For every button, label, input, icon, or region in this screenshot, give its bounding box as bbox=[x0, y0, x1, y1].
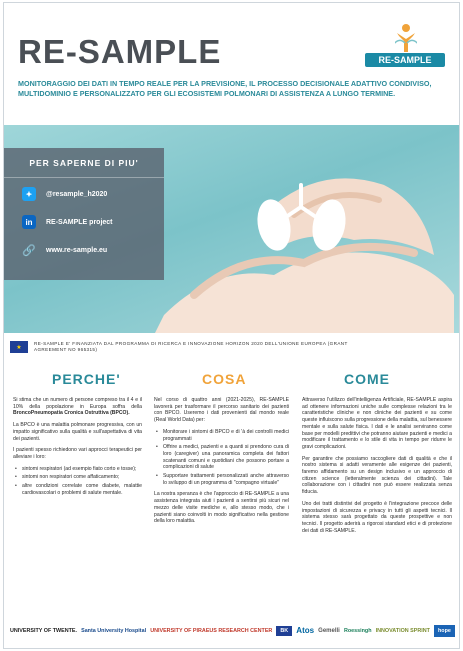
logo-badge: RE-SAMPLE bbox=[365, 53, 445, 67]
perche-heading: PERCHE' bbox=[52, 371, 121, 387]
eu-funding-strip bbox=[4, 333, 460, 361]
twitter-link[interactable] bbox=[4, 182, 164, 206]
link-icon: 🔗 bbox=[22, 244, 36, 257]
poster-page bbox=[3, 2, 460, 649]
partner-logo-atos: Atos bbox=[296, 626, 315, 635]
partner-logo-bk: BK bbox=[276, 626, 292, 636]
cosa-paragraph-1: Nel corso di quattro anni (2021-2025), RE-SAMPLE lavorerà per trasformare il percorso sanitario dei pazienti con BPCO. Useremo i dati provenienti dal mondo reale (Real World Data) per: bbox=[154, 397, 289, 424]
partner-logo-gemelli: Gemelli bbox=[318, 628, 340, 634]
partner-logo-santa: Santa University Hospital bbox=[81, 628, 147, 634]
info-box bbox=[4, 148, 164, 280]
cosa-paragraph-2: La nostra speranza è che l'approccio di RE-SAMPLE a una assistenza integrata aiuti i pazienti a sentirsi più sicuri nel mezzo delle visite mediche e, allo stesso modo, che i pazienti siano coinvolti in modo significativo nella gestione della loro malattia. bbox=[154, 491, 289, 525]
perche-p1-text: Si stima che un numero di persone compreso tra il 4 e il 10% della popolazione in Europa soffra della bbox=[13, 397, 142, 410]
come-paragraph-3: Uno dei tratti distintivi del progetto è l'integrazione precoce delle impostazioni di sicurezza e privacy in tutti gli aspetti tecnici. Il sistema stesso sarà progettato da queste prospettive e non tecnici. Il progetto aderirà a rigorosi standard etici e di protezione dei dati di RE-SAMPLE. bbox=[302, 500, 452, 534]
perche-paragraph-2: La BPCO è una malattia polmonare progressiva, con un impatto significativo sulla qualità e sull'aspettativa di vita dei pazienti. bbox=[13, 422, 142, 442]
partner-logo-twente: UNIVERSITY OF TWENTE. bbox=[10, 628, 77, 634]
website-label: www.re-sample.eu bbox=[46, 246, 108, 254]
person-icon bbox=[395, 23, 417, 53]
partner-logo-roessingh: Roessingh bbox=[343, 628, 372, 634]
partner-logo-innovation-sprint: INNOVATION SPRINT bbox=[375, 628, 430, 634]
page-title: RE-SAMPLE bbox=[18, 33, 222, 70]
list-item: • Monitorare i sintomi di BPCO e di 'à dei controlli medici programmati bbox=[154, 429, 289, 442]
list-item: • Supportare trattamenti personalizzati anche attraverso lo sviluppo di un programma di "compagno virtuale" bbox=[154, 473, 289, 486]
linkedin-link[interactable] bbox=[4, 210, 164, 234]
come-paragraph-1: Attraverso l'utilizzo dell'intelligenza Artificiale, RE-SAMPLE aspira ad ottenere informazioni uniche sulle complesse relazioni tra le caratteristiche cliniche e non cliniche dei pazienti e su come queste influiscono sulla progressione della malattia, sul benessere mentale e sulla salute fisica. I dati e le analisi serviranno come base per modelli predittivi che potranno aiutare pazienti e medici a modificare il trattamento e lo stile di vita in tempo per ridurre le gravi complicazioni. bbox=[302, 397, 452, 450]
cosa-bullet-list bbox=[154, 429, 289, 487]
twitter-icon: ✦ bbox=[22, 187, 36, 201]
partner-logo-hope: hope bbox=[434, 625, 455, 637]
eu-funding-text: RE-SAMPLE E' FINANZIATA DAL PROGRAMMA DI RICERCA E INNOVAZIONE HORIZON 2020 DELL'UNIONE EUROPEA (GRANT AGREEMENT NO 965315) bbox=[34, 341, 348, 352]
re-sample-logo bbox=[359, 21, 451, 75]
partner-logo-piraeus: UNIVERSITY OF PIRAEUS RESEARCH CENTER bbox=[150, 628, 273, 634]
cosa-column bbox=[154, 397, 289, 530]
website-link[interactable] bbox=[4, 238, 164, 262]
linkedin-label: RE-SAMPLE project bbox=[46, 218, 113, 226]
list-item: • altre condizioni correlate come diabete, malattie cardiovascolari o problemi di salute mentale. bbox=[13, 483, 142, 496]
info-heading: PER SAPERNE DI PIU' bbox=[4, 148, 164, 178]
list-item: • sintomi respiratori (ad esempio fiato corto e tosse); bbox=[13, 466, 142, 473]
list-item: • sintomi non respiratori come affaticamento; bbox=[13, 474, 142, 481]
twitter-label: @resample_h2020 bbox=[46, 190, 108, 198]
hands-lungs-illustration bbox=[154, 145, 454, 333]
come-heading: COME bbox=[344, 371, 390, 387]
partner-logos bbox=[4, 615, 460, 647]
perche-paragraph-3: I pazienti spesso richiedono vari approcci terapeutici per alleviare i loro: bbox=[13, 447, 142, 460]
perche-p1-bold: BroncoPneumopatia Cronica Ostruttiva (BPCO). bbox=[13, 410, 130, 417]
cosa-heading: COSA bbox=[202, 371, 247, 387]
come-column bbox=[302, 397, 452, 539]
page-subtitle: MONITORAGGIO DEI DATI IN TEMPO REALE PER LA PREVISIONE, IL PROCESSO DECISIONALE ADATTIVO CONDIVISO, MULTIDOMINIO E PERSONALIZZATO PER GLI ECOSISTEMI POLMONARI DI ASSISTENZA A LUNGO TERMINE. bbox=[18, 79, 432, 98]
linkedin-icon: in bbox=[22, 215, 36, 229]
list-item: • Offrire a medici, pazienti e a quanti si prendono cura di loro (caregiver) una panoramica completa dei fattori scatenanti comuni e quotidiani che possono portare a complicazioni di salute bbox=[154, 444, 289, 471]
eu-flag-icon: ★ bbox=[10, 341, 28, 353]
perche-column bbox=[13, 397, 142, 501]
come-paragraph-2: Per garantire che possiamo raccogliere dati di qualità e che il nostro sistema si adatti veramente alle esigenze dei pazienti, faremo affidamento su un design inclusivo e un approccio di citizen science (letteralmente scienza dei cittadini). Tale collaborazione con i cittadini non può essere realizzata senza fiducia. bbox=[302, 455, 452, 496]
perche-paragraph-1 bbox=[13, 397, 142, 417]
perche-bullet-list bbox=[13, 466, 142, 497]
